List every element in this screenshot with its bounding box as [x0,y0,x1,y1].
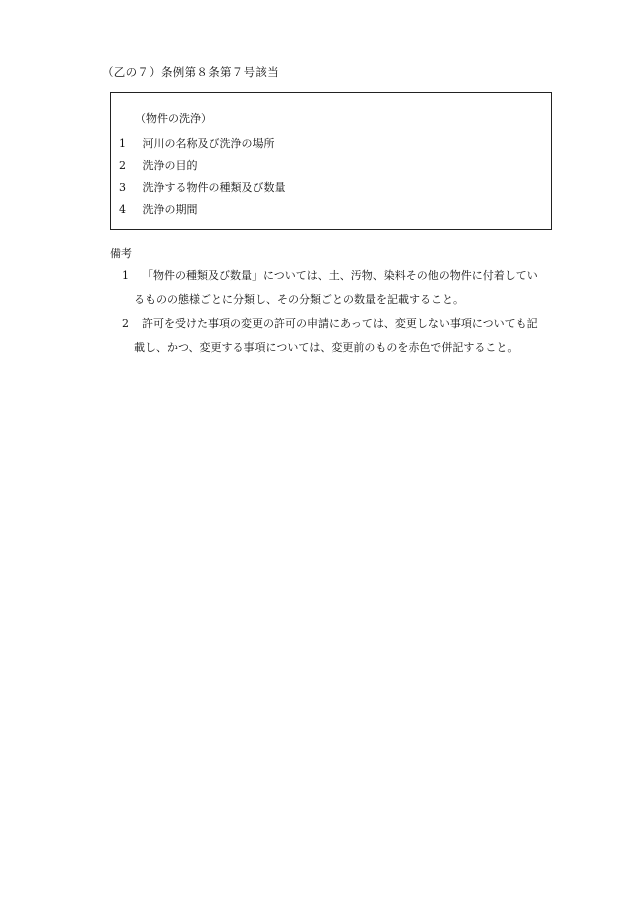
form-box [110,92,552,230]
box-item-number: 2 [119,159,126,172]
note-item [122,312,562,360]
note-number: 2 [122,317,129,330]
box-item-label: 河川の名称及び洗浄の場所 [142,137,275,150]
box-item [119,201,198,217]
box-item-label: 洗浄する物件の種類及び数量 [142,181,286,194]
note-item [122,264,562,312]
note-text-line1: 許可を受けた事項の変更の許可の申請にあっては、変更しない事項についても記 [142,317,538,330]
box-item [119,135,275,151]
box-item [119,157,198,173]
box-item-label: 洗浄の目的 [142,159,198,172]
box-item-number: 1 [119,137,126,150]
box-item-label: 洗浄の期間 [142,203,198,216]
note-text-line1: 「物件の種類及び数量」については、土、汚物、染料その他の物件に付着してい [142,269,538,282]
notes-heading: 備考 [110,247,132,260]
box-heading: （物件の洗浄） [135,112,212,125]
note-text-line2: るものの態様ごとに分類し、その分類ごとの数量を記載すること。 [134,293,464,306]
form-title: （乙の７）条例第８条第７号該当 [102,65,279,79]
note-text-line2: 載し、かつ、変更する事項については、変更前のものを赤色で併記すること。 [134,341,519,354]
box-item-number: 3 [119,181,126,194]
note-number: 1 [122,269,129,282]
box-item [119,179,286,195]
box-item-number: 4 [119,203,126,216]
